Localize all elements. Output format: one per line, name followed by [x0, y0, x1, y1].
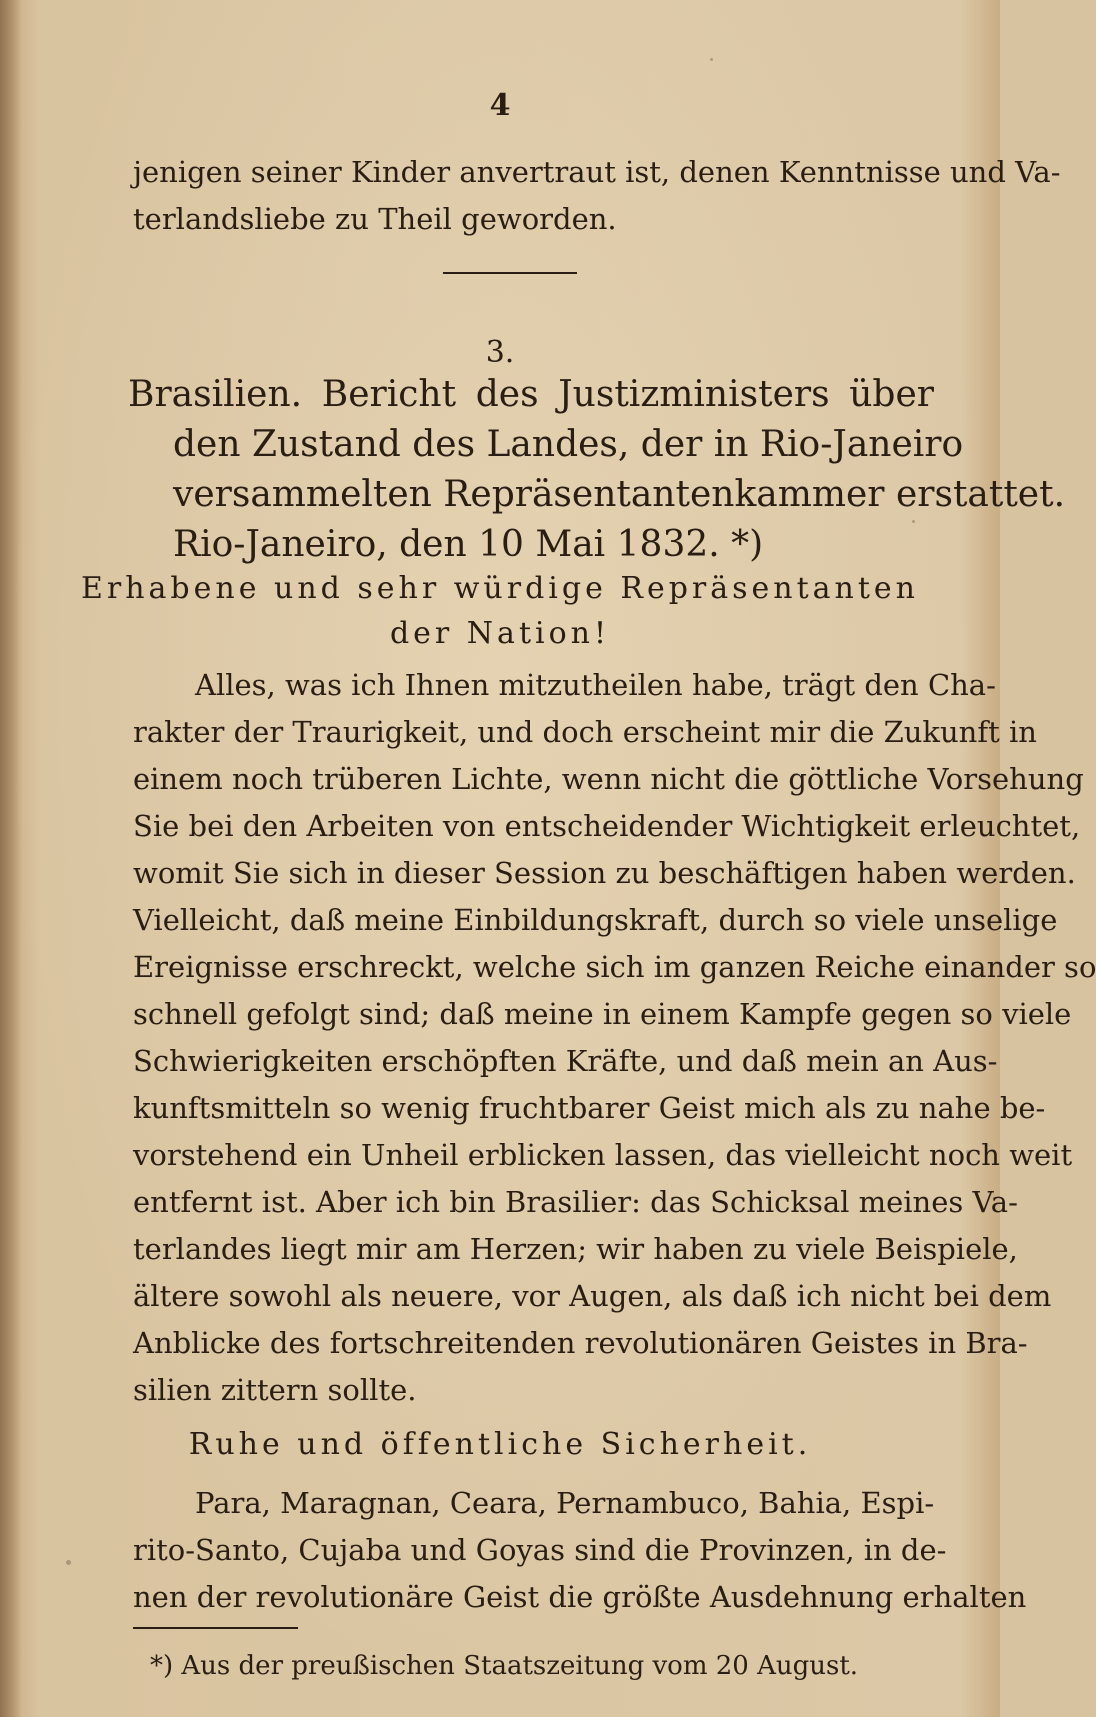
paragraph-line: nen der revolutionäre Geist die größte Ausdehnung erhalten [133, 1580, 1027, 1614]
paragraph-line: Schwierigkeiten erschöpften Kräfte, und daß mein an Aus- [133, 1044, 998, 1078]
salutation-line: der Nation! [389, 616, 611, 651]
paragraph-line: schnell gefolgt sind; daß meine in einem Kampfe gegen so viele [133, 997, 1072, 1031]
paragraph-line: Vielleicht, daß meine Einbildungskraft, durch so viele unselige [133, 903, 1058, 937]
paragraph-line: kunftsmitteln so wenig fruchtbarer Geist mich als zu nahe be- [133, 1091, 1046, 1125]
heading-line: den Zustand des Landes, der in Rio-Janeiro [173, 424, 964, 465]
section-divider [443, 272, 577, 274]
paragraph-line: Ereignisse erschreckt, welche sich im ganzen Reiche einander so [133, 950, 1096, 984]
paragraph-line: Sie bei den Arbeiten von entscheidender Wichtigkeit erleuchtet, [133, 809, 1081, 843]
heading-line: Rio-Janeiro, den 10 Mai 1832. *) [173, 524, 764, 565]
paragraph-line: einem noch trüberen Lichte, wenn nicht die göttliche Vorsehung [133, 762, 1084, 796]
paragraph-line: entfernt ist. Aber ich bin Brasilier: das Schicksal meines Va- [133, 1185, 1018, 1219]
footnote-divider [133, 1627, 298, 1629]
paragraph-line: terlandes liegt mir am Herzen; wir haben zu viele Beispiele, [133, 1232, 1018, 1266]
text-line: jenigen seiner Kinder anvertraut ist, denen Kenntnisse und Va- [133, 155, 1061, 189]
footnote: *) Aus der preußischen Staatszeitung vom 20 August. [150, 1651, 859, 1681]
paper-speck [912, 520, 915, 523]
paragraph-line: Para, Maragnan, Ceara, Pernambuco, Bahia, Espi- [195, 1486, 935, 1520]
paragraph-line: rito-Santo, Cujaba und Goyas sind die Provinzen, in de- [133, 1533, 947, 1567]
paper-speck [66, 1560, 71, 1565]
paper-speck [710, 58, 713, 61]
section-number: 3. [485, 335, 515, 370]
heading-line: versammelten Repräsentantenkammer erstattet. [173, 474, 1066, 515]
paragraph-line: Anblicke des fortschreitenden revolutionären Geistes in Bra- [133, 1326, 1028, 1360]
heading-line: Brasilien. Bericht des Justizministers über [128, 374, 934, 415]
paragraph-line: ältere sowohl als neuere, vor Augen, als daß ich nicht bei dem [133, 1279, 1052, 1313]
paragraph-line: womit Sie sich in dieser Session zu beschäftigen haben werden. [133, 856, 1076, 890]
paragraph-line: rakter der Traurigkeit, und doch erscheint mir die Zukunft in [133, 715, 1037, 749]
page-number: 4 [489, 88, 511, 123]
paragraph-line: silien zittern sollte. [133, 1373, 417, 1407]
paragraph-line: vorstehend ein Unheil erblicken lassen, das vielleicht noch weit [133, 1138, 1073, 1172]
salutation-line: Erhabene und sehr würdige Repräsentanten [80, 571, 920, 606]
text-line: terlandsliebe zu Theil geworden. [133, 202, 617, 236]
paragraph-line: Alles, was ich Ihnen mitzutheilen habe, trägt den Cha- [195, 668, 996, 702]
subheading: Ruhe und öffentliche Sicherheit. [188, 1427, 812, 1462]
